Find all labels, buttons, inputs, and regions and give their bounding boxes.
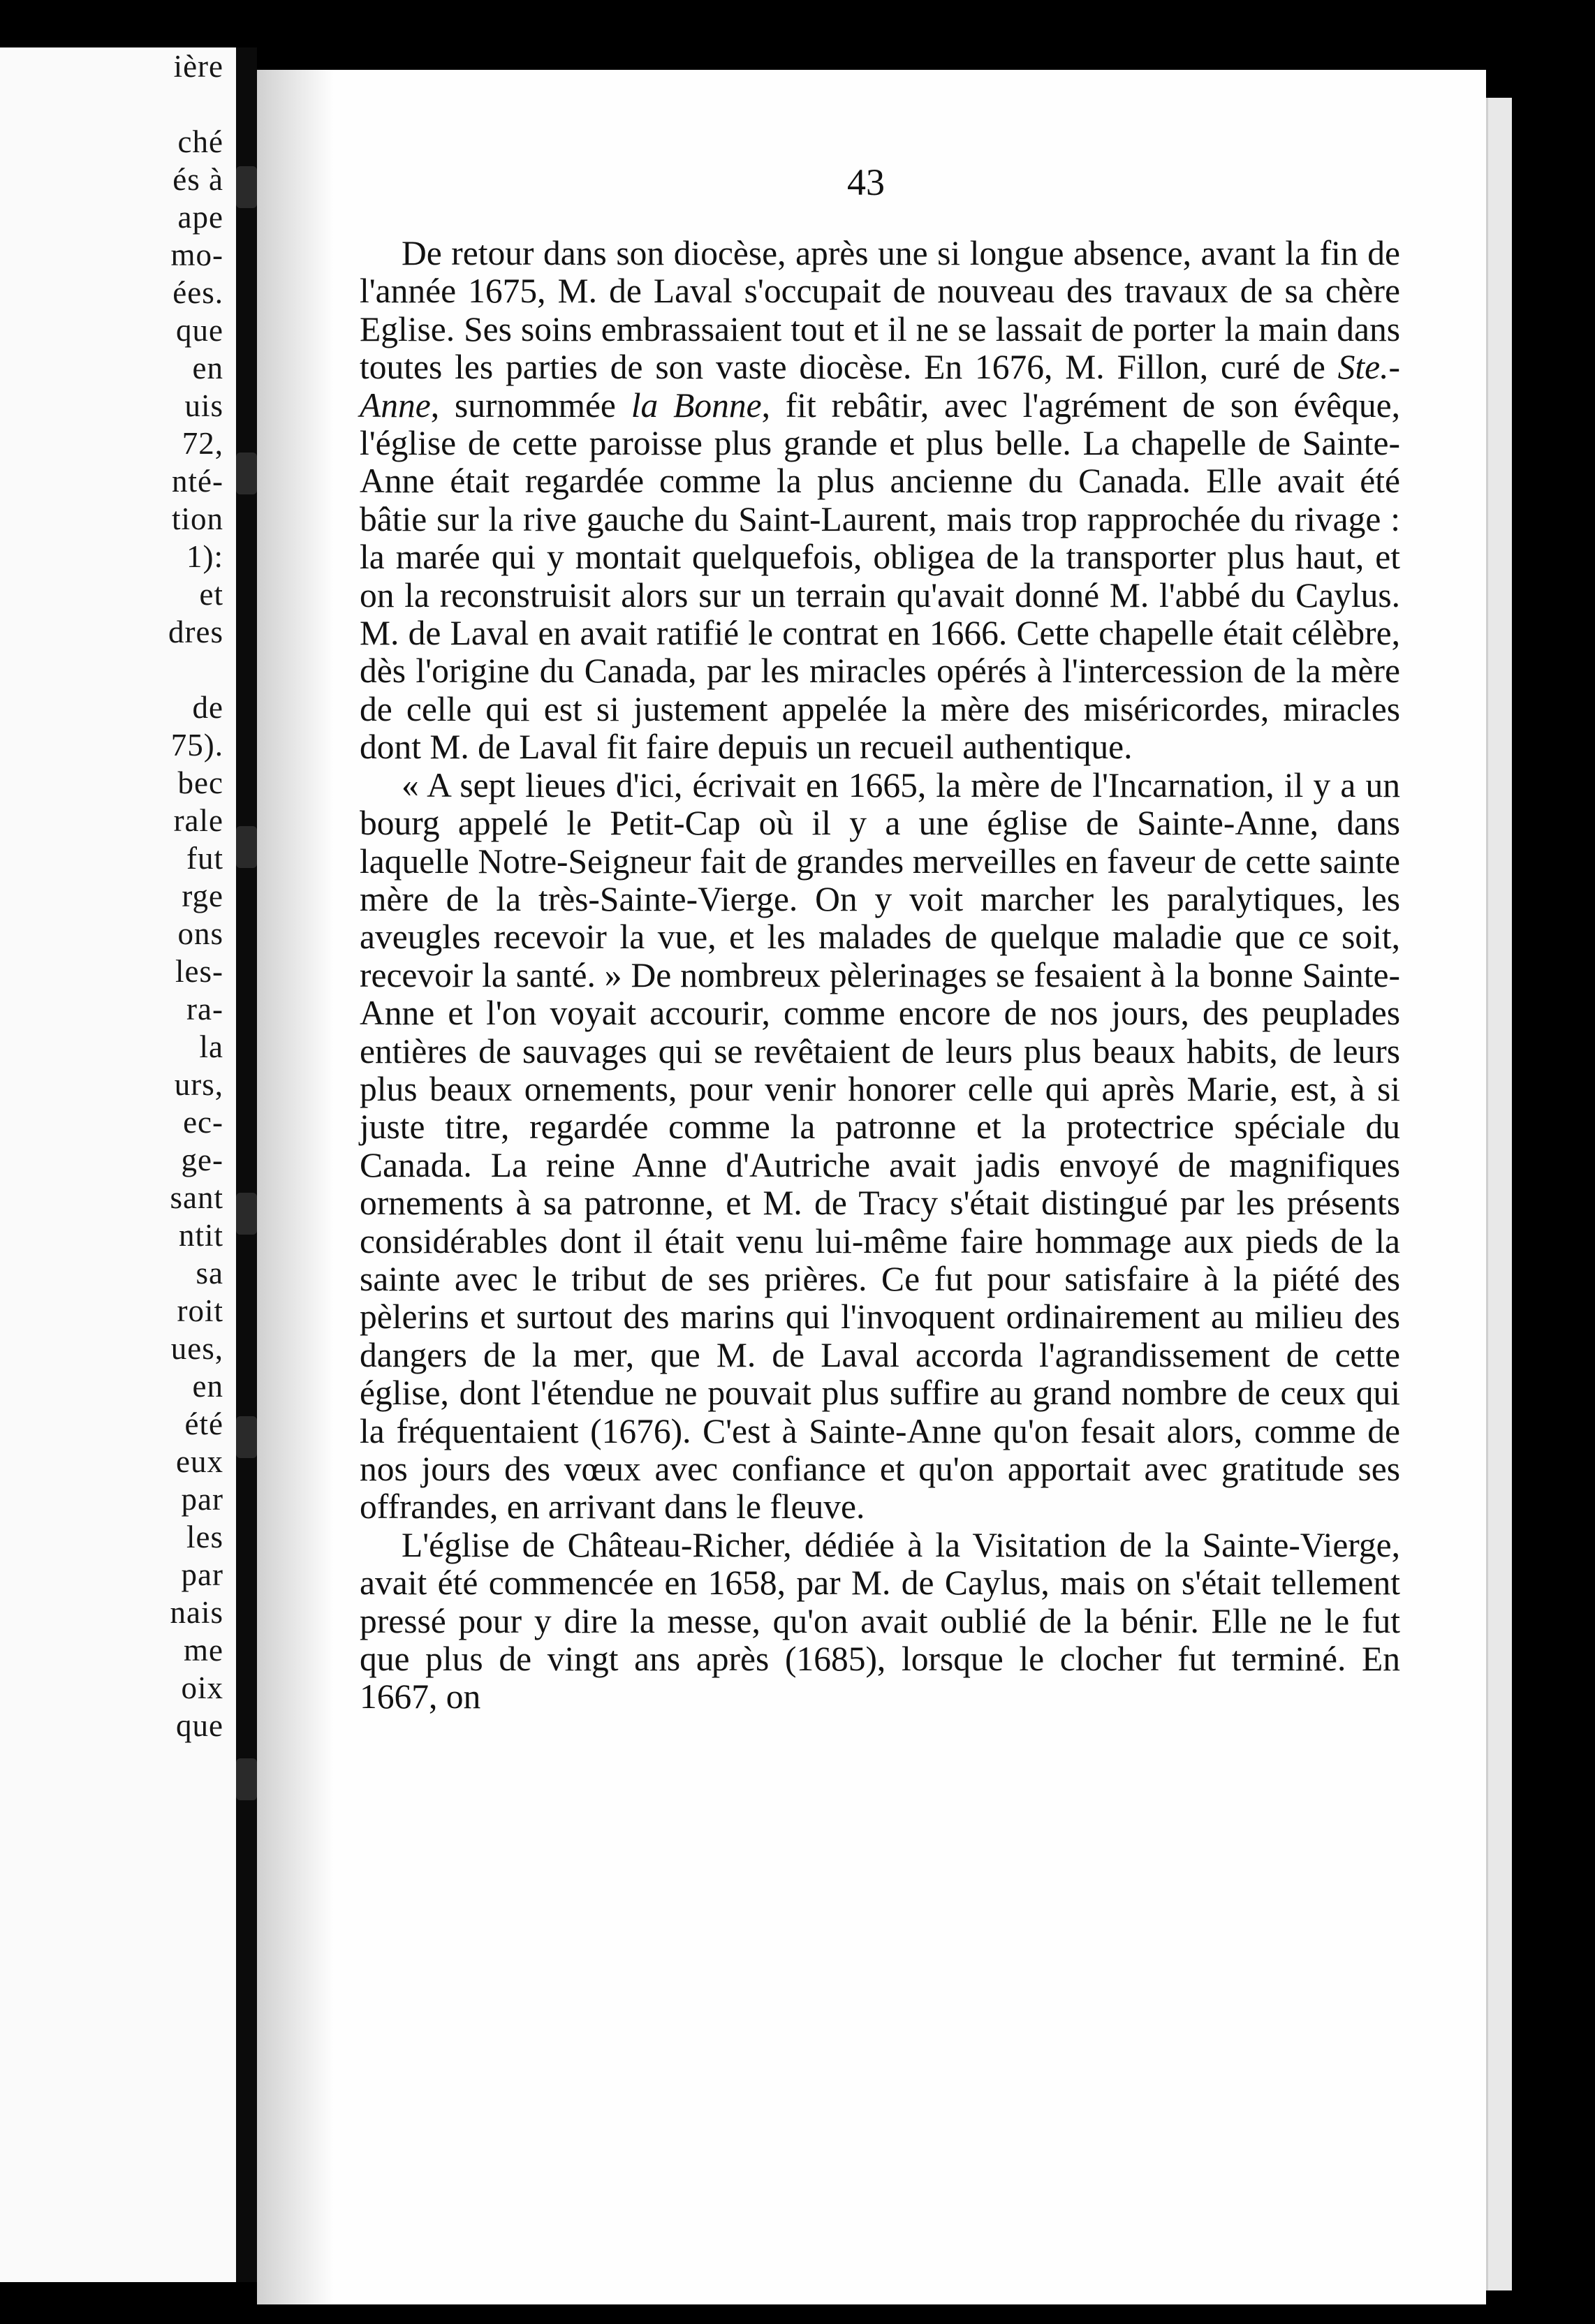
left-page-line: par: [181, 1482, 223, 1517]
left-page-line: sa: [196, 1256, 223, 1290]
left-page-line: été: [184, 1406, 223, 1441]
left-page-line: ape: [177, 200, 223, 235]
binding-mark: [236, 1416, 257, 1458]
left-page-line: de: [192, 690, 223, 725]
left-page-line: en: [192, 1369, 223, 1404]
paragraph: [360, 1527, 1400, 1716]
left-page-line: dres: [168, 615, 223, 649]
text-run: , surnommée: [430, 385, 631, 425]
left-page-line: ntit: [178, 1218, 223, 1253]
left-page-line: uis: [184, 388, 223, 423]
left-page-line: fut: [186, 841, 223, 876]
left-page-line: roit: [177, 1293, 223, 1328]
text-run: De retour dans son diocèse, après une si longue absence, avant la fin de l'année 1675, M. de Laval s'occupait de nouveau des travaux de sa chère Eglise. Ses soins embrassaient tout et il ne se lassait de porter la main dans toutes les parties de son vaste diocèse. En 1676, M. Fillon, curé de: [360, 234, 1400, 387]
text-run: « A sept lieues d'ici, écrivait en 1665, la mère de l'Incarnation, il y a un bourg appelé le Petit-Cap où il y a une église de Sainte-Anne, dans laquelle Notre-Seigneur fait de grandes merveilles en faveur de cette sainte mère de la très-Sainte-Vierge. On y voit marcher les paralytiques, les aveugles recevoir la vue, et les malades de quelque maladie que ce soit, recevoir la santé. » De nombreux pèlerinages se fesaient à la bonne Sainte-Anne et l'on voyait accourir, comme encore de nos jours, des peuplades entières de sauvages qui se revêtaient de leurs plus beaux habits, de leurs plus beaux ornements, pour venir honorer celle qui après Marie, est, à si juste titre, regardée comme la patronne et la protectrice spéciale du Canada. La reine Anne d'Autriche avait jadis envoyé de magnifiques ornements à sa patronne, et M. de Tracy s'était distingué par les présents considérables dont il était venu lui-même faire hommage aux pieds de la sainte avec le tribut de ses prières. Ce fut pour satisfaire à la piété des pèlerins et surtout des marins qui l'invoquent ordinairement au milieu des dangers de la mer, que M. de Laval accorda l'agrandissement de cette église, dont l'étendue ne pouvait plus suffire au grand nombre de ceux qui la fréquentaient (1676). C'est à Sainte-Anne qu'on fesait alors, comme de nos jours des vœux avec confiance et qu'on apportait avec gratitude ses offrandes, en arrivant dans le fleuve.: [360, 765, 1400, 1527]
left-page-line: les: [186, 1520, 223, 1554]
left-page-line: ché: [177, 124, 223, 159]
binding-mark: [236, 166, 257, 208]
left-page-line: me: [184, 1633, 223, 1668]
left-page-line: 75).: [170, 728, 223, 763]
left-page-line: [98, 85, 223, 123]
page-body-text: [360, 235, 1400, 1716]
left-page-line: que: [176, 1708, 223, 1743]
left-page-line: tion: [171, 501, 223, 536]
left-page-line: et: [199, 577, 223, 612]
left-page-line: és à: [172, 162, 223, 197]
left-page-line: urs,: [174, 1067, 223, 1102]
left-page-line: oix: [181, 1670, 223, 1705]
left-page-text-fragment: [98, 47, 223, 1744]
left-page-line: les-: [175, 954, 223, 989]
left-page-line: mo-: [170, 237, 223, 272]
left-page-line: nté-: [172, 464, 223, 499]
text-run: L'église de Château-Richer, dédiée à la Visitation de la Sainte-Vierge, avait été commencée en 1658, par M. de Caylus, mais on s'était tellement pressé pour y dire la messe, qu'on avait oublié de la bénir. Elle ne le fut que plus de vingt ans après (1685), lorsque le clocher fut terminé. En 1667, on: [360, 1525, 1400, 1716]
left-page-line: ées.: [172, 275, 223, 310]
paragraph: [360, 767, 1400, 1527]
left-page-line: par: [181, 1557, 223, 1592]
left-page-line: ra-: [186, 992, 223, 1027]
left-page-line: [98, 651, 223, 689]
page-shadow: [257, 70, 334, 2304]
binding-mark: [236, 1758, 257, 1800]
left-page-line: eux: [176, 1444, 223, 1479]
page-edge: [1486, 98, 1512, 2290]
binding-mark: [236, 826, 257, 868]
left-page-line: bec: [177, 765, 223, 800]
left-page-line: ière: [173, 49, 223, 84]
left-page-line: sant: [170, 1180, 223, 1215]
left-page-line: nais: [170, 1595, 223, 1630]
italic-text: la Bonne: [631, 385, 762, 425]
italic-text: Ste.-Anne: [360, 348, 1400, 425]
left-page-line: 1):: [186, 539, 223, 574]
paragraph: [360, 235, 1400, 767]
left-page-line: rge: [182, 878, 223, 913]
left-page-line: ons: [177, 916, 223, 951]
left-page-line: ues,: [170, 1331, 223, 1366]
left-page: [0, 47, 236, 2282]
binding-mark: [236, 1193, 257, 1235]
left-page-line: que: [176, 313, 223, 348]
binding-mark: [236, 453, 257, 494]
text-run: , fit rebâtir, avec l'agrément de son évêque, l'église de cette paroisse plus grande et plus belle. La chapelle de Sainte-Anne était regardée comme la plus ancienne du Canada. Elle avait été bâtie sur la rive gauche du Saint-Laurent, mais trop rapprochée du rivage : la marée qui y montait quelquefois, obligea de la transporter plus haut, et on la reconstruisit alors sur un terrain qu'avait donné M. l'abbé du Caylus. M. de Laval en avait ratifié le contrat en 1666. Cette chapelle était célèbre, dès l'origine du Canada, par les miracles opérés à l'intercession de la mère de celle qui est si justement appelée la mère des miséricordes, miracles dont M. de Laval fit faire depuis un recueil authentique.: [360, 385, 1400, 767]
left-page-line: ec-: [183, 1105, 223, 1140]
left-page-line: rale: [173, 803, 223, 838]
left-page-line: ge-: [181, 1142, 223, 1177]
page-number: 43: [847, 161, 885, 203]
book-gutter: [236, 47, 257, 2282]
left-page-line: 72,: [182, 426, 223, 461]
left-page-line: la: [199, 1029, 223, 1064]
left-page-line: en: [192, 351, 223, 385]
